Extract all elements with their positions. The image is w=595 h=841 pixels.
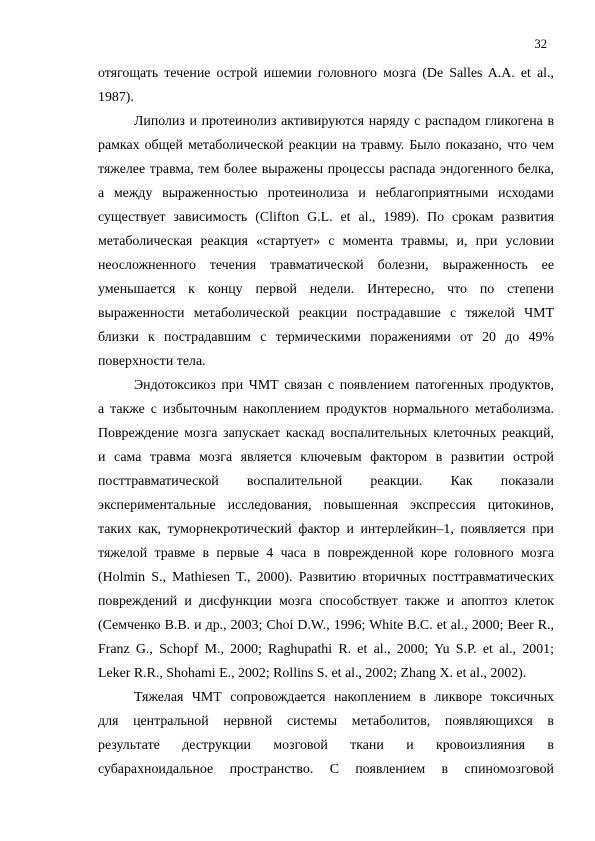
text-line: субарахноидальное пространство. С появлением в спиномозговой [98, 762, 554, 777]
text-line: тяжелой травме в первые 4 часа в поврежденной коре головного мозга [98, 546, 554, 561]
text-line: а между выраженностью протеинолиза и неблагоприятными исходами [98, 186, 554, 201]
text-line: результате деструкции мозговой ткани и кровоизлияния в [98, 738, 554, 753]
text-line: (Семченко В.В. и др., 2003; Choi D.W., 1996; White B.C. et al., 2000; Beer R., [98, 618, 554, 633]
text-line: неосложненного течения травматической болезни, выраженность ее [98, 258, 554, 273]
text-line: Franz G., Schopf M., 2000; Raghupathi R. et al., 2000; Yu S.P. et al., 2001; [98, 642, 554, 657]
text-line: поверхности тела. [98, 354, 206, 369]
text-line: Повреждение мозга запускает каскад воспалительных клеточных реакций, [98, 426, 554, 441]
text-line: экспериментальные исследования, повышенная экспрессия цитокинов, [98, 498, 554, 513]
paragraph-first-line: Тяжелая ЧМТ сопровождается накоплением в ликворе токсичных [134, 690, 554, 705]
text-line: метаболическая реакция «стартует» с момента травмы, и, при условии [98, 234, 554, 249]
text-line: Leker R.R., Shohami E., 2002; Rollins S. et al., 2002; Zhang X. et al., 2002). [98, 666, 527, 681]
text-line: таких как, туморнекротический фактор и интерлейкин–1, появляется при [98, 522, 554, 537]
text-line: выраженности метаболической реакции пострадавшие с тяжелой ЧМТ [98, 306, 554, 321]
paragraph-first-line: Эндотоксикоз при ЧМТ связан с появлением патогенных продуктов, [134, 378, 554, 393]
text-line: повреждений и дисфункции мозга способствует также и апоптоз клеток [98, 594, 554, 609]
text-line: (Holmin S., Mathiesen T., 2000). Развитию вторичных посттравматических [98, 570, 554, 585]
text-line: тяжелее травма, тем более выражены процессы распада эндогенного белка, [98, 162, 554, 177]
text-line: близки к пострадавшим с термическими поражениями от 20 до 49% [98, 330, 554, 345]
text-line: отягощать течение острой ишемии головного мозга (De Salles A.A. et al., [98, 66, 554, 81]
text-line: 1987). [98, 90, 134, 105]
page-number: 32 [534, 37, 547, 51]
text-line: существует зависимость (Clifton G.L. et al., 1989). По срокам развития [98, 210, 554, 225]
text-line: уменьшается к концу первой недели. Интересно, что по степени [98, 282, 554, 297]
paragraph-first-line: Липолиз и протеинолиз активируются наряду с распадом гликогена в [134, 114, 554, 129]
text-line: а также с избыточным накоплением продуктов нормального метаболизма. [98, 402, 554, 417]
text-line: посттравматической воспалительной реакции. Как показали [98, 474, 554, 489]
text-line: для центральной нервной системы метаболитов, появляющихся в [98, 714, 554, 729]
text-line: рамках общей метаболической реакции на травму. Было показано, что чем [98, 138, 554, 153]
text-line: и сама травма мозга является ключевым фактором в развитии острой [98, 450, 554, 465]
